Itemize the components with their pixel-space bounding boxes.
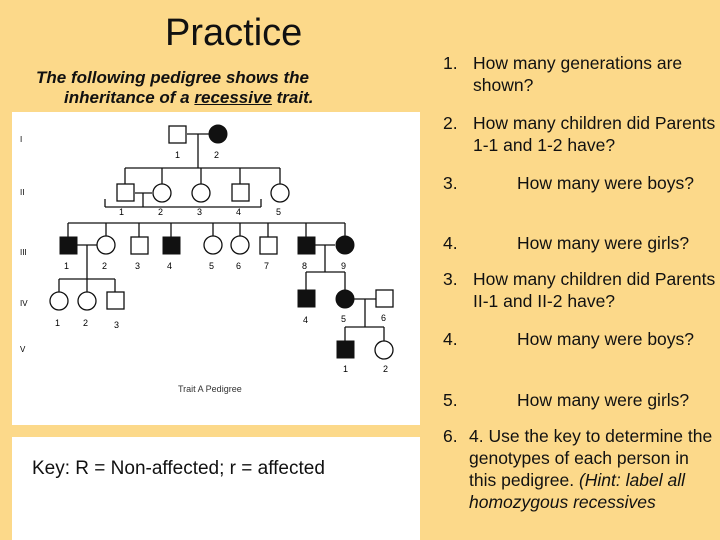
question-7-text: How many were girls? bbox=[517, 390, 690, 410]
pedigree-caption: Trait A Pedigree bbox=[178, 384, 242, 394]
key-text: Key: R = Non-affected; r = affected bbox=[32, 458, 325, 479]
label-ii-4: 4 bbox=[236, 207, 242, 217]
ii-5-female bbox=[271, 184, 289, 202]
label-iii-1: 1 bbox=[64, 261, 70, 271]
label-iii-8: 8 bbox=[302, 261, 308, 271]
label-ii-2: 2 bbox=[158, 207, 164, 217]
label-iii-4: 4 bbox=[167, 261, 173, 271]
slide-title: Practice bbox=[165, 12, 303, 54]
question-4 bbox=[443, 232, 718, 254]
ii-2-female bbox=[153, 184, 171, 202]
label-iii-9: 9 bbox=[341, 261, 347, 271]
label-iii-5: 5 bbox=[209, 261, 215, 271]
gen-label-v: V bbox=[20, 345, 26, 354]
question-6-number: 4. bbox=[443, 329, 458, 349]
intro-line-1: The following pedigree shows the bbox=[36, 68, 309, 87]
iv-2-female bbox=[78, 292, 96, 310]
question-5-number: 3. bbox=[443, 269, 458, 289]
recessive-word: recessive bbox=[194, 88, 272, 107]
label-v-2: 2 bbox=[383, 364, 389, 374]
question-2-number: 2. bbox=[443, 113, 458, 133]
iii-7-male bbox=[260, 237, 277, 254]
label-iv-6: 6 bbox=[381, 313, 387, 323]
label-iii-7: 7 bbox=[264, 261, 270, 271]
label-ii-1: 1 bbox=[119, 207, 125, 217]
iii-9-female-affected bbox=[336, 236, 354, 254]
label-i-2: 2 bbox=[214, 150, 220, 160]
intro-prefix: inheritance of a bbox=[64, 88, 195, 107]
v-2-female bbox=[375, 341, 393, 359]
ii-4-male bbox=[232, 184, 249, 201]
question-4-number: 4. bbox=[443, 233, 458, 253]
question-8 bbox=[443, 425, 718, 513]
question-1-text: How many generations are shown? bbox=[473, 53, 683, 95]
iii-2-female bbox=[97, 236, 115, 254]
label-ii-5: 5 bbox=[276, 207, 282, 217]
label-iii-2: 2 bbox=[102, 261, 108, 271]
ii-3-female bbox=[192, 184, 210, 202]
question-1 bbox=[443, 52, 718, 96]
question-3-number: 3. bbox=[443, 173, 458, 193]
intro-suffix: trait. bbox=[271, 88, 314, 107]
iii-8-male-affected bbox=[298, 237, 315, 254]
question-5 bbox=[443, 268, 718, 312]
question-3 bbox=[443, 172, 718, 194]
label-ii-3: 3 bbox=[197, 207, 203, 217]
label-iv-5: 5 bbox=[341, 314, 347, 324]
question-7-number: 5. bbox=[443, 390, 458, 410]
label-iv-4: 4 bbox=[303, 315, 309, 325]
question-8-body: 4. Use the key to determine the genotypes of each person in this pedigree. bbox=[469, 426, 713, 490]
question-6-text: How many were boys? bbox=[517, 329, 695, 349]
i-1-male bbox=[169, 126, 186, 143]
v-1-male-affected bbox=[337, 341, 354, 358]
label-i-1: 1 bbox=[175, 150, 181, 160]
question-7 bbox=[443, 389, 718, 411]
iv-4-male-affected bbox=[298, 290, 315, 307]
iii-3-male bbox=[131, 237, 148, 254]
iv-1-female bbox=[50, 292, 68, 310]
gen-label-i: I bbox=[20, 135, 23, 144]
question-2-text: How many children did Parents 1-1 and 1-2 have? bbox=[473, 113, 716, 155]
iii-5-female bbox=[204, 236, 222, 254]
question-8-hint: (Hint: label all homozygous recessives bbox=[469, 470, 685, 512]
gen-label-iv: IV bbox=[20, 299, 28, 308]
pedigree-figure bbox=[12, 112, 420, 425]
intro-text bbox=[36, 68, 396, 108]
iii-1-male-affected bbox=[60, 237, 77, 254]
question-2 bbox=[443, 112, 718, 156]
intro-line-2 bbox=[36, 88, 396, 108]
label-iv-1: 1 bbox=[55, 318, 61, 328]
question-5-text: How many children did Parents II-1 and II-2 have? bbox=[473, 269, 716, 311]
question-8-number: 6. bbox=[443, 426, 458, 446]
key-panel bbox=[12, 437, 420, 540]
iv-3-male bbox=[107, 292, 124, 309]
label-iv-2: 2 bbox=[83, 318, 89, 328]
gen-label-ii: II bbox=[20, 188, 25, 197]
iv-6-male bbox=[376, 290, 393, 307]
question-1-number: 1. bbox=[443, 53, 458, 73]
ii-1-male bbox=[117, 184, 134, 201]
question-6 bbox=[443, 328, 718, 350]
question-4-text: How many were girls? bbox=[517, 233, 690, 253]
i-2-female-affected bbox=[209, 125, 227, 143]
pedigree-chart bbox=[12, 112, 420, 425]
iii-6-female bbox=[231, 236, 249, 254]
gen-label-iii: III bbox=[20, 248, 27, 257]
question-3-text: How many were boys? bbox=[517, 173, 695, 193]
label-v-1: 1 bbox=[343, 364, 349, 374]
label-iv-3: 3 bbox=[114, 320, 120, 330]
iv-5-female-affected bbox=[336, 290, 354, 308]
iii-4-male-affected bbox=[163, 237, 180, 254]
question-8-text bbox=[443, 425, 718, 513]
label-iii-3: 3 bbox=[135, 261, 141, 271]
label-iii-6: 6 bbox=[236, 261, 242, 271]
